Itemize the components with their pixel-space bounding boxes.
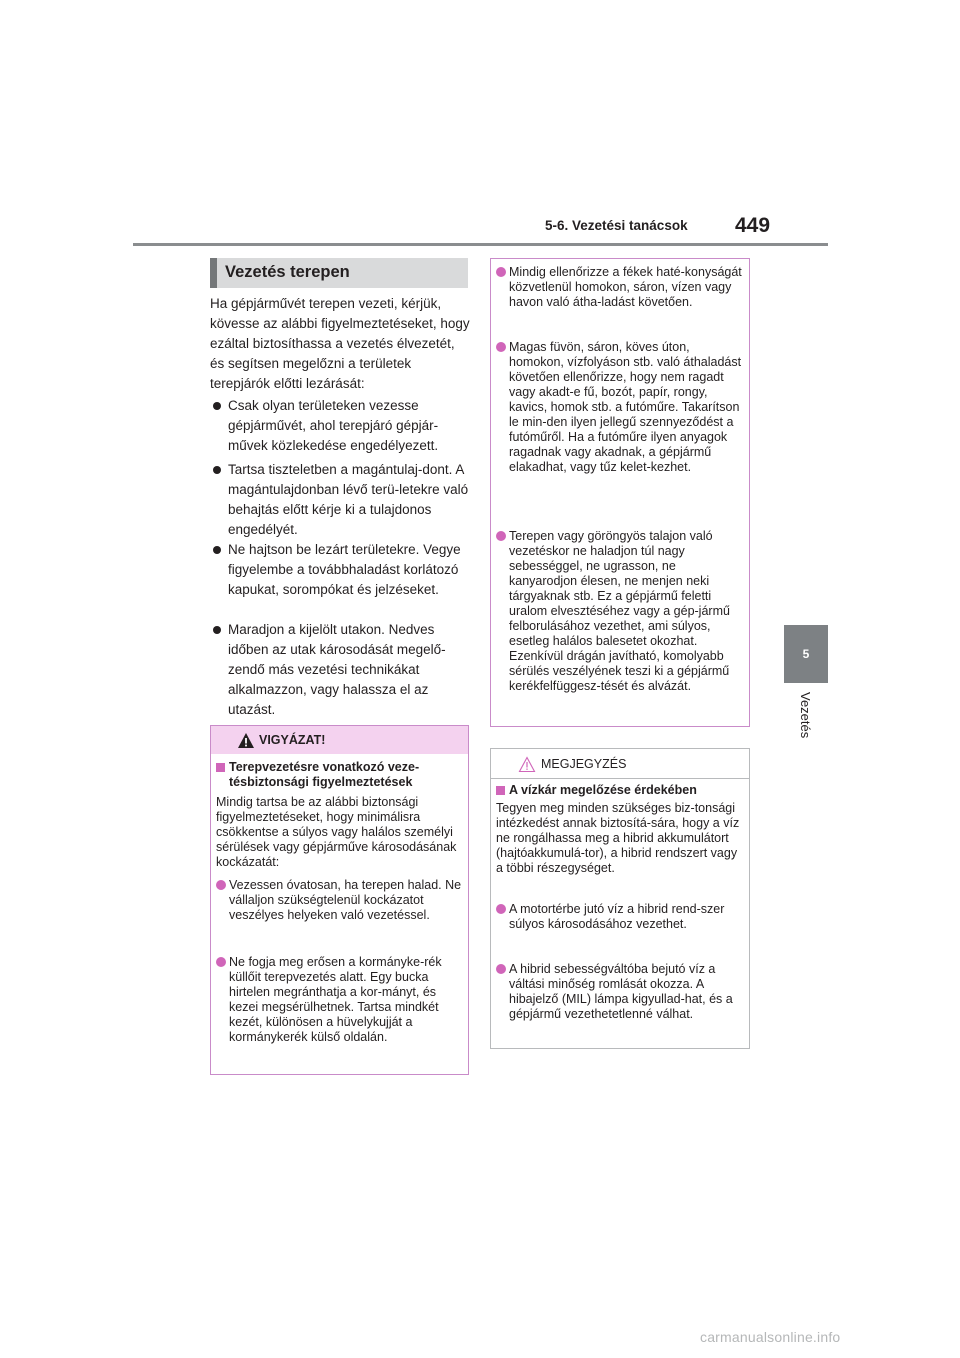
chapter-label: Vezetés [798,692,813,739]
note-subtitle-text: A vízkár megelőzése érdekében [509,783,697,797]
note-subtitle [496,783,746,798]
warning-title: VIGYÁZAT! [259,733,326,747]
list-item-text: A hibrid sebességváltóba bejutó víz a váltási minőség romlását okozza. A hibajelző (MIL) lámpa kigyullad-hat, és a gépjármű vezethetetlenné válhat. [509,962,733,1021]
bullet-dot-icon [496,904,506,914]
bullet-dot-icon [213,546,221,554]
bullet-dot-icon [216,957,226,967]
list-item-text: Vezessen óvatosan, ha terepen halad. Ne vállaljon szükségtelenül kockázatot veszélyes helyeken való vezetéssel. [229,878,462,922]
header-rule [133,243,828,246]
warning-box-continued [490,258,750,727]
chapter-number: 5 [802,647,810,661]
topic-heading [210,258,468,288]
list-item-text: A motortérbe jutó víz a hibrid rend-szer súlyos károsodásához vezethet. [509,902,725,931]
list-item-text: Terepen vagy göröngyös talajon való vezetéskor ne haladjon túl nagy sebességgel, ne ugrasson, ne kanyarodjon élesen, ne menjen neki tárgyaknak stb. Ez a gépjármű feletti uralom elvesztéséhez vagy a gép-jármű felborulásához vezethet, ami súlyos, esetleg halálos balesetet okozhat. Ezenkívül drágán javítható, komolyabb sérülés veszélyének teszi ki a gépjármű kerékfelfüggesz-tését és alvázát. [509,529,730,693]
bullet-dot-icon [496,342,506,352]
note-box [490,748,750,1049]
bullet-dot-icon [213,402,221,410]
footer-watermark: carmanualsonline.info [700,1329,841,1345]
page-number: 449 [735,214,771,237]
warning-text: Mindig tartsa be az alábbi biztonsági figyelmeztetéseket, hogy minimálisra csökkentse a súlyos vagy halálos személyi sérülések vagy gépjárműve károsodásának kockázatát: [216,795,457,869]
list-item-text: Ne hajtson be lezárt területekre. Vegye figyelembe a továbbhaladást korlátozó kapukat, sorompókat és jelzéseket. [228,542,461,597]
bullet-dot-icon [216,880,226,890]
list-item [210,396,472,456]
warning-subtitle [216,760,466,790]
list-item [216,955,464,1045]
list-item [210,540,472,600]
chapter-side-label [784,690,828,760]
warning-box [210,725,469,1075]
list-item-text: Csak olyan területeken vezesse gépjárművét, ahol terepjáró gépjár-művek közlekedése engedélyezett. [228,398,439,453]
list-item [496,529,744,694]
note-text: Tegyen meg minden szükséges biz-tonsági intézkedést annak biztosítá-sára, hogy a víz ne rongálhassa meg a hibrid akkumulátort (hajtóakkumulá-tor), a hibrid rendszert vagy a többi részegységet. [496,801,740,875]
intro-paragraph: Ha gépjárművét terepen vezeti, kérjük, kövesse az alábbi figyelmeztetéseket, hogy ezáltal biztosíthassa a vezetés élvezetét, és segítsen megelőzni a területek terepjárók előtti lezárását: [210,296,470,391]
warning-subtitle-text: Terepvezetésre vonatkozó veze-tésbiztonsági figyelmeztetések [229,760,420,789]
caution-triangle-icon [518,756,536,773]
bullet-dot-icon [496,964,506,974]
bullet-dot-icon [496,267,506,277]
list-item-text: Maradjon a kijelölt utakon. Nedves időben az utak károsodását megelő-zendő más vezetési technikákat alkalmazzon, vagy halassza el az utazást. [228,622,446,717]
topic-heading-text: Vezetés terepen [225,263,350,281]
list-item [216,878,464,923]
list-item [210,460,472,540]
bullet-dot-icon [213,626,221,634]
note-divider [491,778,749,779]
list-item-text: Magas füvön, sáron, köves úton, homokon, vízfolyáson stb. való áthaladást követően ellenőrizze, hogy nem ragadt vagy akadt-e fű, bozót, papír, rongy, kavics, homok stb. a futóműre. Takarítson le min-den ilyen jellegű szennyeződést a futóműről. Ha a futóműre ilyen anyagok ragadnak vagy akadnak, a gépjármű elakadhat, vagy tűz kelet-kezhet. [509,340,742,474]
square-bullet-icon [496,786,505,795]
square-bullet-icon [216,763,225,772]
list-item [210,620,472,720]
note-title: MEGJEGYZÉS [541,757,627,771]
list-item [496,265,744,310]
list-item-text: Ne fogja meg erősen a kormányke-rék küllőit terepvezetés alatt. Egy bucka hirtelen megránthatja a kor-mányt, és kezei megsérülhetnek. Tartsa mindkét kezét, különösen a hüvelykujját a kormánykerék külső oldalán. [229,955,442,1044]
bullet-dot-icon [213,466,221,474]
warning-header [211,726,468,754]
note-header [491,749,749,778]
list-item [496,340,744,475]
list-item-text: Tartsa tiszteletben a magántulaj-dont. A magántulajdonban lévő terü-letekre való behajtás előtt kérje ki a tulajdonos engedélyét. [228,462,469,537]
list-item [496,902,744,932]
chapter-tab [784,625,828,683]
bullet-dot-icon [496,531,506,541]
section-title: 5-6. Vezetési tanácsok [545,218,688,233]
list-item-text: Mindig ellenőrizze a fékek haté-konyságát közvetlenül homokon, sáron, vízen vagy havon való átha-ladást követően. [509,265,742,309]
list-item [496,962,744,1022]
warning-triangle-icon [237,732,255,749]
